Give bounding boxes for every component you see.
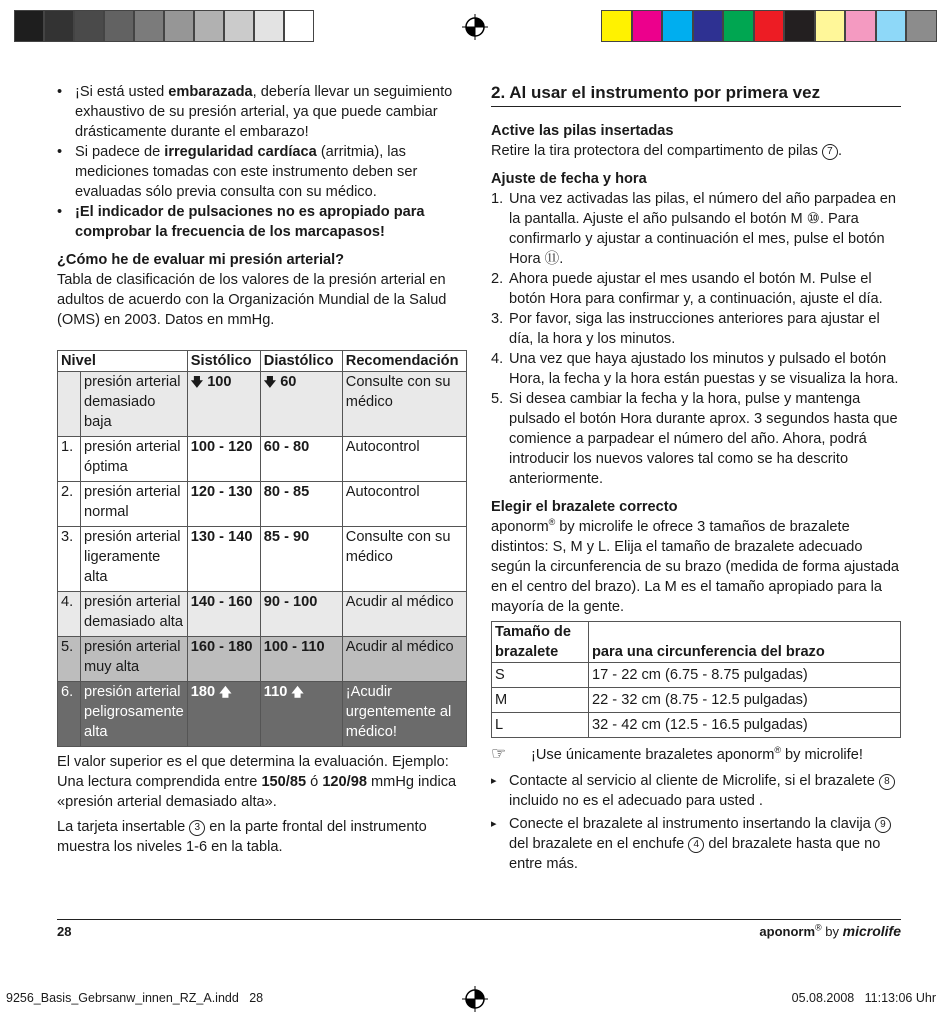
footer-rule [57, 919, 901, 920]
bp-systolic: 140 - 160 [187, 592, 260, 637]
bp-diastolic: 100 - 110 [260, 637, 342, 682]
cuff-header-range: para una circunferencia del brazo [589, 622, 901, 663]
color-swatch [693, 10, 724, 42]
cuff-instruction-1: ▸ Contacte al servicio al cliente de Microlife, si el brazalete 8 incluido no es el adecuado para usted . [491, 771, 901, 811]
ref-4-icon: 4 [688, 837, 704, 853]
bp-level-name: presión arterial demasiado baja [81, 372, 188, 437]
bp-recommendation: Acudir al médico [342, 637, 466, 682]
color-swatch [845, 10, 876, 42]
bp-diastolic: 🡇 60 [260, 372, 342, 437]
cuff-size: S [492, 663, 589, 688]
ref-9-icon: 9 [875, 817, 891, 833]
left-column [57, 82, 467, 857]
cuff-range: 22 - 32 cm (8.75 - 12.5 pulgadas) [589, 688, 901, 713]
gray-swatch [134, 10, 164, 42]
bp-systolic: 🡇 100 [187, 372, 260, 437]
section-title: 2. Al usar el instrumento por primera vez [491, 82, 901, 107]
step-number: 5. [491, 391, 504, 407]
bp-systolic: 100 - 120 [187, 437, 260, 482]
bp-level-name: presión arterial peligrosamente alta [81, 682, 188, 747]
color-swatch [815, 10, 846, 42]
date-time-step: 1. Una vez activadas las pilas, el número del año parpadea en la pantalla. Ajuste el año pulsando el botón M ⑩. Para confirmarlo y ajustar a continuación el mes, pulse el botón Hora ⑪. [491, 191, 896, 267]
batteries-text: Retire la tira protectora del compartimento de pilas 7 . [491, 143, 843, 159]
color-swatch [754, 10, 785, 42]
gray-swatch [74, 10, 104, 42]
gray-swatch [104, 10, 134, 42]
bp-level-name: presión arterial normal [81, 482, 188, 527]
evaluation-intro: Tabla de clasificación de los valores de la presión arterial en adultos de acuerdo con la Organización Mundial de la Salud (OMS) en 2003. Datos en mmHg. [57, 272, 447, 328]
cuff-instruction-2: ▸ Conecte el brazalete al instrumento insertando la clavija 9 del brazalete en el enchufe 4 del brazalete hasta que no entre más. [491, 814, 901, 874]
bp-systolic: 160 - 180 [187, 637, 260, 682]
evaluation-note: El valor superior es el que determina la evaluación. Ejemplo: Una lectura comprendida entre 150/85 ó 120/98 mmHg indica «presión arterial demasiado alta». [57, 754, 457, 810]
bp-table-row [58, 527, 467, 592]
arrow-down-icon: 🡇 [263, 375, 277, 389]
cuff-text: aponorm® by microlife le ofrece 3 tamaños de brazalete distintos: S, M y L. Elija el tamaño de brazalete adecuado según la circunferencia de su brazo (medida de forma ajustada en el centro del brazo). La M es el tamaño apropiado para la mayoría de la gente. [491, 517, 900, 615]
warning-bullet-list [57, 82, 467, 242]
bp-table-row [58, 592, 467, 637]
date-time-steps [491, 189, 901, 489]
slug-filename: 9256_Basis_Gebrsanw_innen_RZ_A.indd 28 [6, 991, 264, 1005]
gray-swatch [224, 10, 254, 42]
step-number: 2. [491, 271, 504, 287]
arrow-up-icon: 🡅 [219, 685, 232, 699]
color-swatch [662, 10, 693, 42]
bullet-dot: • [57, 144, 63, 160]
bp-level-number: 2. [58, 482, 81, 527]
bp-level-name: presión arterial demasiado alta [81, 592, 188, 637]
cuff-heading: Elegir el brazalete correcto [491, 499, 678, 515]
bp-level-number: 5. [58, 637, 81, 682]
bp-recommendation: Acudir al médico [342, 592, 466, 637]
arrow-down-icon: 🡇 [190, 375, 204, 389]
gray-swatch [254, 10, 284, 42]
bp-level-number: 3. [58, 527, 81, 592]
cuff-table-row [492, 688, 901, 713]
bp-level-number: 6. [58, 682, 81, 747]
bullet-dot: • [57, 204, 63, 220]
step-number: 4. [491, 351, 504, 367]
arrow-up-icon: 🡅 [291, 685, 304, 699]
bp-level-name: presión arterial óptima [81, 437, 188, 482]
date-time-step: 5. Si desea cambiar la fecha y la hora, pulse y mantenga pulsado el botón Hora durante aprox. 3 segundos hasta que comience a parpadear el número del año. Ahora, podrá introducir los nuevos valores tal como se ha descrito anteriormente. [491, 391, 898, 487]
color-swatch [784, 10, 815, 42]
header-level: Nivel [58, 351, 188, 372]
triangle-bullet-icon: ▸ [491, 818, 497, 830]
gray-swatch [284, 10, 314, 42]
bp-recommendation: Consulte con su médico [342, 372, 466, 437]
slug-timestamp: 05.08.2008 11:13:06 Uhr [791, 991, 936, 1005]
cuff-size: L [492, 713, 589, 738]
ref-8-icon: 8 [879, 774, 895, 790]
triangle-bullet-icon: ▸ [491, 775, 497, 787]
cuff-range: 17 - 22 cm (6.75 - 8.75 pulgadas) [589, 663, 901, 688]
right-column [491, 82, 901, 874]
header-recommendation: Recomendación [342, 351, 466, 372]
header-diastolic: Diastólico [260, 351, 342, 372]
bp-diastolic: 60 - 80 [260, 437, 342, 482]
gray-swatch [164, 10, 194, 42]
bp-diastolic: 110 🡅 [260, 682, 342, 747]
ref-3-icon: 3 [189, 820, 205, 836]
bp-diastolic: 80 - 85 [260, 482, 342, 527]
date-time-step: 4. Una vez que haya ajustado los minutos y pulsado el botón Hora, la fecha y la hora están puestas y se visualiza la hora. [491, 351, 899, 387]
cuff-note: ☞ ¡Use únicamente brazaletes aponorm® by microlife! [491, 744, 863, 763]
warning-bullet: • Si padece de irregularidad cardíaca (arritmia), las mediciones tomadas con este instrumento deben ser evaluadas sólo previa consulta con su médico. [57, 144, 418, 200]
bp-table-row [58, 482, 467, 527]
page-number: 28 [57, 924, 72, 939]
cuff-header-size: Tamaño de brazalete [492, 622, 589, 663]
registration-mark-top [462, 14, 488, 40]
color-swatch [906, 10, 937, 42]
gray-swatch [14, 10, 44, 42]
date-time-step: 2. Ahora puede ajustar el mes usando el botón M. Pulse el botón Hora para confirmar y, a continuación, ajuste el día. [491, 271, 883, 307]
color-swatch [601, 10, 632, 42]
gray-swatch [44, 10, 74, 42]
bp-table-row [58, 682, 467, 747]
evaluation-heading: ¿Cómo he de evaluar mi presión arterial? [57, 252, 345, 268]
cuff-size-table [491, 621, 901, 738]
blood-pressure-table [57, 350, 467, 747]
bp-level-number [58, 372, 81, 437]
bp-diastolic: 90 - 100 [260, 592, 342, 637]
brand-logo: aponorm® by microlife [759, 922, 901, 939]
warning-bullet: • ¡Si está usted embarazada, debería llevar un seguimiento exhaustivo de su presión arterial, ya que puede cambiar drásticamente durante el embarazo! [57, 84, 453, 140]
registration-mark-bottom [462, 986, 488, 1012]
bp-level-name: presión arterial muy alta [81, 637, 188, 682]
header-systolic: Sistólico [187, 351, 260, 372]
gray-swatch [194, 10, 224, 42]
ref-7-icon: 7 [822, 144, 838, 160]
color-swatch [632, 10, 663, 42]
bp-level-number: 1. [58, 437, 81, 482]
step-number: 1. [491, 191, 504, 207]
bp-diastolic: 85 - 90 [260, 527, 342, 592]
bp-systolic: 130 - 140 [187, 527, 260, 592]
cuff-table-row [492, 663, 901, 688]
bp-recommendation: Consulte con su médico [342, 527, 466, 592]
cuff-size: M [492, 688, 589, 713]
bp-level-name: presión arterial ligeramente alta [81, 527, 188, 592]
bp-recommendation: Autocontrol [342, 482, 466, 527]
color-swatch [723, 10, 754, 42]
warning-bullet: • ¡El indicador de pulsaciones no es apropiado para comprobar la frecuencia de los marcapasos! [57, 204, 425, 240]
bp-recommendation: Autocontrol [342, 437, 466, 482]
insert-card-note: La tarjeta insertable 3 en la parte frontal del instrumento muestra los niveles 1-6 en la tabla. [57, 819, 427, 855]
date-time-heading: Ajuste de fecha y hora [491, 171, 647, 187]
bp-recommendation: ¡Acudir urgentemente al médico! [342, 682, 466, 747]
cuff-range: 32 - 42 cm (12.5 - 16.5 pulgadas) [589, 713, 901, 738]
bp-table-row [58, 637, 467, 682]
batteries-heading: Active las pilas insertadas [491, 123, 674, 139]
step-number: 3. [491, 311, 504, 327]
color-swatch [876, 10, 907, 42]
bp-table-row [58, 437, 467, 482]
date-time-step: 3. Por favor, siga las instrucciones anteriores para ajustar el día, la hora y los minutos. [491, 311, 880, 347]
bullet-dot: • [57, 84, 63, 100]
bp-systolic: 120 - 130 [187, 482, 260, 527]
bp-table-row [58, 372, 467, 437]
bp-level-number: 4. [58, 592, 81, 637]
cuff-table-row [492, 713, 901, 738]
pointing-hand-icon: ☞ [491, 744, 507, 763]
bp-systolic: 180 🡅 [187, 682, 260, 747]
